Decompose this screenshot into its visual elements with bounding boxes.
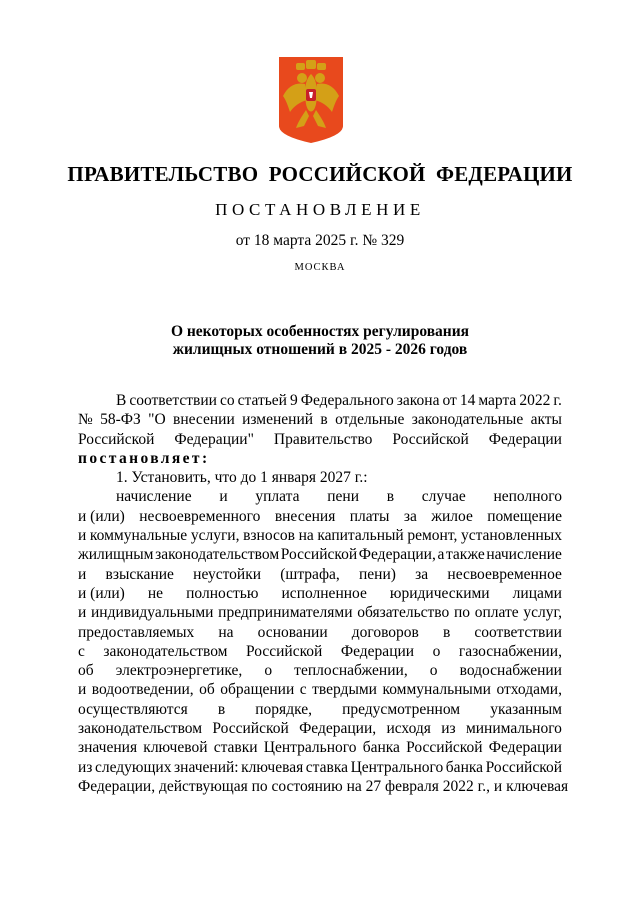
body-line: 1. Установить, что до 1 января 2027 г.: xyxy=(116,469,368,487)
body-line: и взыскание неустойки (штрафа, пени) за несвоевременное xyxy=(78,565,562,583)
body-line: и (или) не полностью исполненное юридическими лицами xyxy=(78,584,562,602)
body-line: об электроэнергетике, о теплоснабжении, о водоснабжении xyxy=(78,662,562,680)
date-number: от 18 марта 2025 г. № 329 xyxy=(235,232,405,249)
city-name: МОСКВА xyxy=(294,262,346,273)
document-title xyxy=(0,323,640,359)
body-line: и водоотведении, об обращении с твердыми коммунальными отходами, xyxy=(78,681,562,699)
body-line: постановляет: xyxy=(78,449,210,467)
body-line: предоставляемых на основании договоров в соответствии xyxy=(78,623,562,641)
body-line: В соответствии со статьей 9 Федерального закона от 14 марта 2022 г. xyxy=(116,392,562,409)
body-line: и индивидуальными предпринимателями обязательство по оплате услуг, xyxy=(78,604,562,622)
body-line: из следующих значений: ключевая ставка Центрального банка Российской xyxy=(78,758,562,776)
title-line-2: жилищных отношений в 2025 - 2026 годов xyxy=(172,341,468,358)
body-line: Российской Федерации" Правительство Российской Федерации xyxy=(78,430,562,448)
body-line: и (или) несвоевременного внесения платы за жилое помещение xyxy=(78,507,562,525)
body-line: Федерации, действующая по состоянию на 27 февраля 2022 г., и ключевая xyxy=(78,777,569,795)
body-line: и коммунальные услуги, взносов на капитальный ремонт, установленных xyxy=(78,527,562,545)
coat-of-arms-emblem xyxy=(278,56,344,144)
body-line: значения ключевой ставки Центрального банка Российской Федерации xyxy=(78,739,562,757)
document-body xyxy=(78,391,569,796)
title-line-1: О некоторых особенностях регулирования xyxy=(170,323,470,340)
body-line: осуществляются в порядке, предусмотренном указанным xyxy=(78,700,562,718)
body-line: законодательством Российской Федерации, исходя из минимального xyxy=(78,720,562,738)
government-heading: ПРАВИТЕЛЬСТВО РОССИЙСКОЙ ФЕДЕРАЦИИ xyxy=(67,162,573,186)
document-type: ПОСТАНОВЛЕНИЕ xyxy=(215,200,425,219)
body-line: начисление и уплата пени в случае неполного xyxy=(116,488,562,506)
body-line: с законодательством Российской Федерации о газоснабжении, xyxy=(78,642,562,660)
body-line: № 58-ФЗ "О внесении изменений в отдельные законодательные акты xyxy=(78,411,562,429)
body-line: жилищным законодательством Российской Федерации, а также начисление xyxy=(78,546,562,564)
